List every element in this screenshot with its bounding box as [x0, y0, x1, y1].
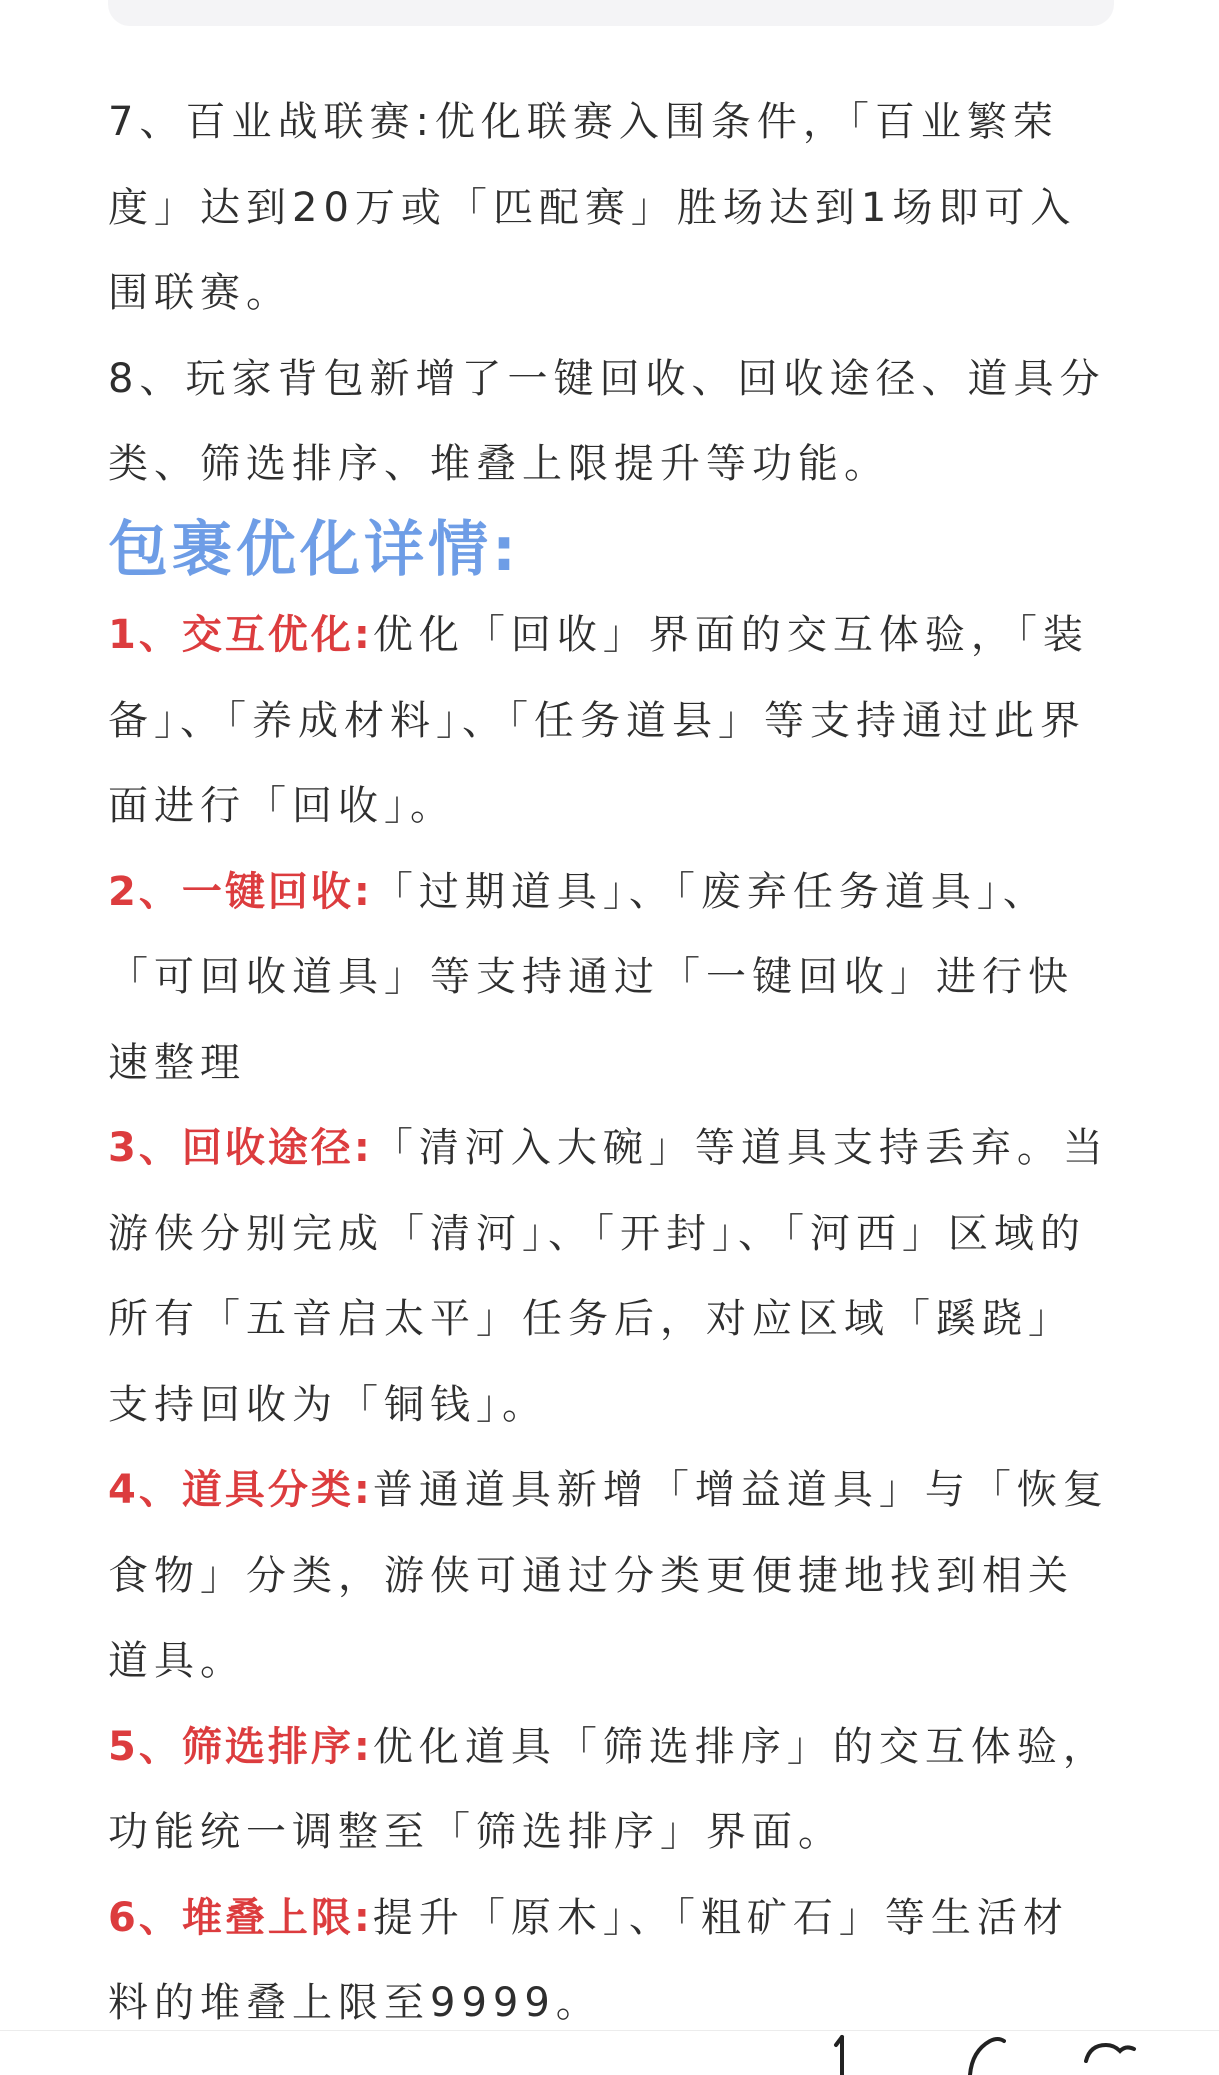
detail-label-5: 5、筛选排序: [108, 1723, 373, 1770]
article-body [108, 80, 1114, 2047]
section-heading: 包裹优化详情: [108, 514, 520, 585]
detail-label-6: 6、堆叠上限: [108, 1894, 373, 1941]
detail-label-2: 2、一键回收: [108, 868, 373, 915]
detail-paragraph-5 [108, 1705, 1114, 1876]
detail-label-4: 4、道具分类: [108, 1467, 373, 1513]
detail-text-4: 普通道具新增「增益道具」与「恢复食物」分类，游侠可通过分类更便捷地找到相关道具。 [108, 1467, 1109, 1684]
like-icon[interactable] [1080, 2031, 1140, 2075]
detail-label-1: 1、交互优化: [108, 612, 373, 658]
detail-paragraph-6 [108, 1876, 1114, 2047]
share-icon[interactable] [820, 2031, 864, 2075]
detail-text-6: 提升「原木」、「粗矿石」等生活材料的堆叠上限至9999。 [108, 1894, 1069, 2026]
detail-paragraph-4 [108, 1448, 1114, 1705]
comment-icon[interactable] [962, 2031, 1006, 2075]
detail-label-3: 3、回收途径: [108, 1125, 373, 1171]
item-7-paragraph: 7、百业战联赛:优化联赛入围条件，「百业繁荣度」达到20万或「匹配赛」胜场达到1场即可入围联赛。 [108, 99, 1077, 316]
detail-text-1: 优化「回收」界面的交互体验，「装备」、「养成材料」、「任务道县」等支持通过此界面进行「回收」。 [108, 612, 1089, 829]
detail-text-2: 「过期道具」、「废弃任务道具」、「可回收道具」等支持通过「一键回收」进行快速整理 [108, 868, 1074, 1086]
item-8-paragraph: 8、玩家背包新增了一键回收、回收途径、道具分类、筛选排序、堆叠上限提升等功能。 [108, 355, 1106, 487]
detail-paragraph-1 [108, 593, 1114, 850]
previous-content-card [108, 0, 1114, 26]
detail-paragraph-3 [108, 1106, 1114, 1448]
detail-text-5: 优化道具「筛选排序」的交互体验，功能统一调整至「筛选排序」界面。 [108, 1723, 1109, 1855]
detail-paragraph-2 [108, 850, 1114, 1107]
detail-text-3: 「清河入大碗」等道具支持丢弃。当游侠分别完成「清河」、「开封」、「河西」区域的所有「五音启太平」任务后，对应区域「蹊跷」支持回收为「铜钱」。 [108, 1125, 1109, 1428]
bottom-action-bar [0, 2030, 1219, 2075]
